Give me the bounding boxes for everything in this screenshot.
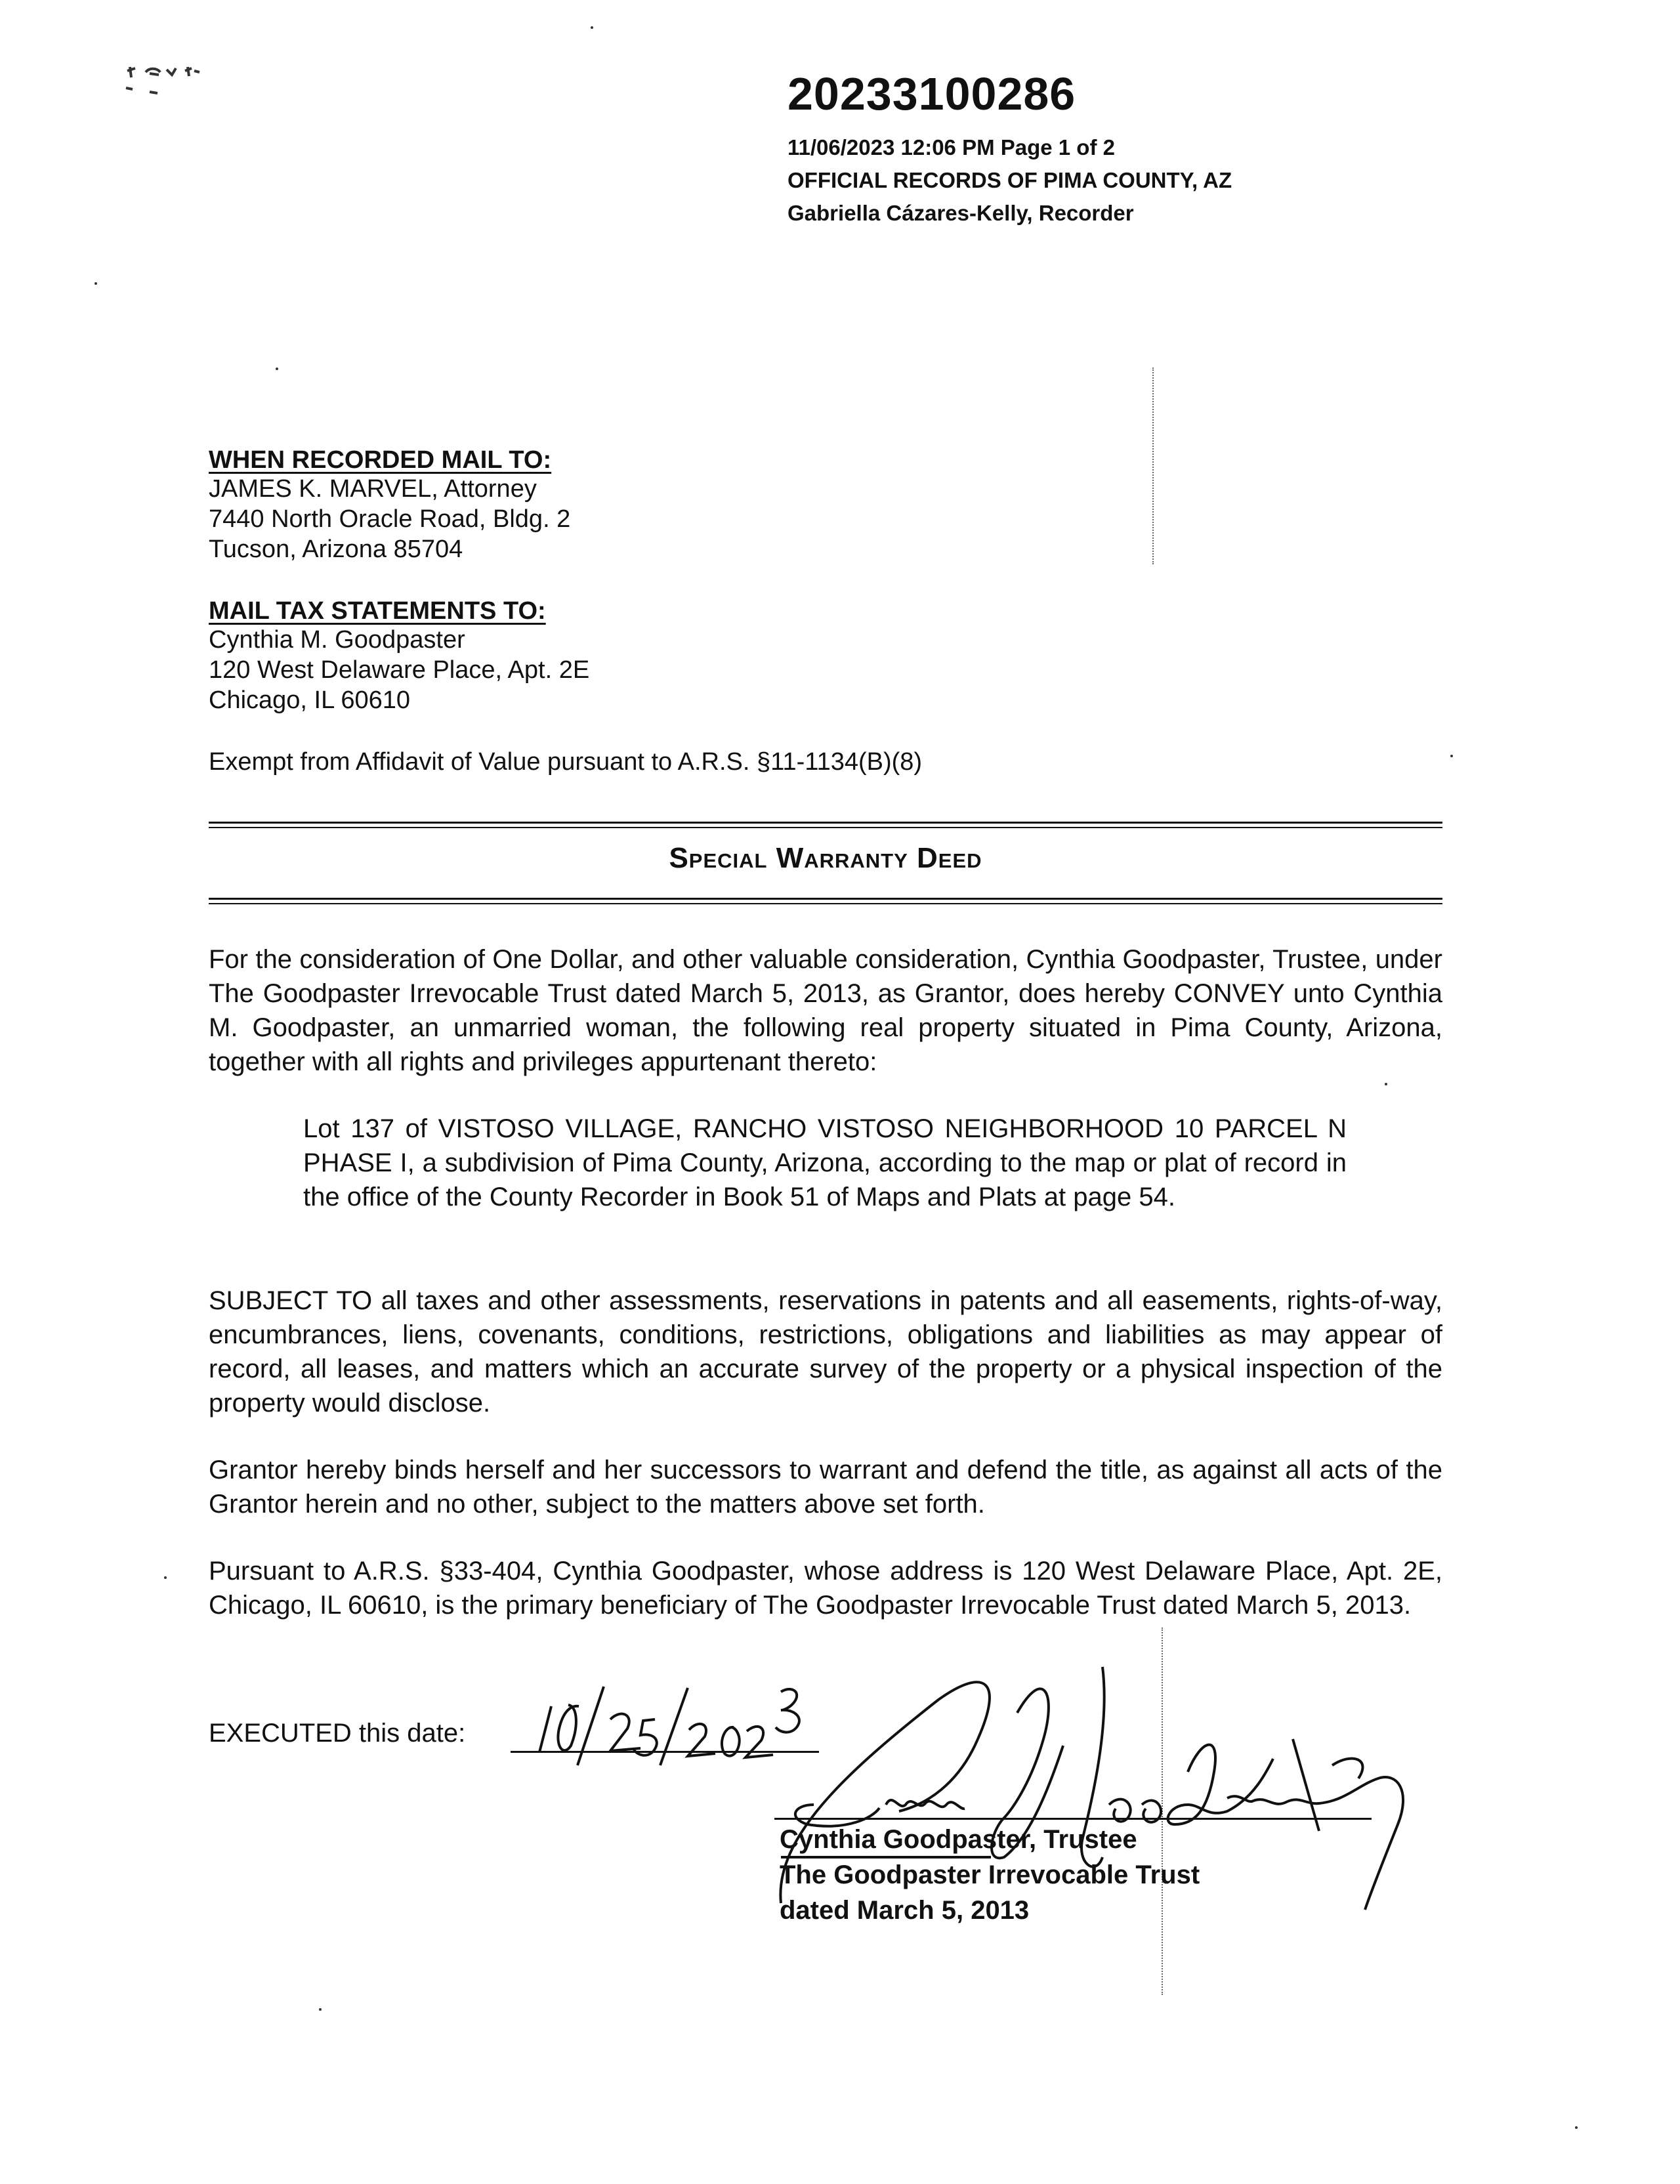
tax-to-address — [209, 625, 589, 715]
address-line: 120 West Delaware Place, Apt. 2E — [209, 656, 590, 684]
document-title: Special Warranty Deed — [669, 842, 982, 874]
legal-description: Lot 137 of VISTOSO VILLAGE, RANCHO VISTOSO NEIGHBORHOOD 10 PARCEL N PHASE I, a subdivision of Pima County, Arizona, according to the map or plat of record in the office of the County Recorder in Book 51 of Maps and Plats at page 54. — [303, 1114, 1347, 1211]
divider — [209, 903, 1442, 904]
signatory-block — [780, 1822, 1200, 1928]
scan-speck — [164, 1576, 167, 1579]
scan-speck — [276, 368, 278, 370]
address-line: JAMES K. MARVEL, Attorney — [209, 475, 537, 503]
scan-speck — [1450, 755, 1453, 757]
recording-timestamp: 11/06/2023 12:06 PM Page 1 of 2 — [788, 135, 1115, 159]
consideration-paragraph: For the consideration of One Dollar, and other valuable consideration, Cynthia Goodpaster, Trustee, under The Goodpaster Irrevocable Trust dated March 5, 2013, as Grantor, does hereby CONVEY unto Cynthia M. Goodpaster, an unmarried woman, the following real property situated in Pima County, Arizona, together with all rights and privileges appurtenant thereto: — [209, 945, 1442, 1076]
mail-to-label: WHEN RECORDED MAIL TO: — [209, 446, 552, 474]
recording-office: OFFICIAL RECORDS OF PIMA COUNTY, AZ — [788, 168, 1232, 192]
recording-number: 20233100286 — [788, 68, 1076, 119]
warranty-paragraph: Grantor hereby binds herself and her successors to warrant and defend the title, as against all acts of the Grantor herein and no other, subject to the matters above set forth. — [209, 1456, 1442, 1519]
address-line: Cynthia M. Goodpaster — [209, 626, 465, 654]
recording-recorder: Gabriella Cázares-Kelly, Recorder — [788, 201, 1134, 225]
subject-to-paragraph: SUBJECT TO all taxes and other assessments, reservations in patents and all easements, rights-of-way, encumbrances, liens, covenants, conditions, restrictions, obligations and liabilities as may appear of record, all leases, and matters which an accurate survey of the property or a physical inspection of the property would disclose. — [209, 1286, 1442, 1418]
exempt-statement: Exempt from Affidavit of Value pursuant to A.R.S. §11-1134(B)(8) — [209, 748, 923, 776]
address-line: Chicago, IL 60610 — [209, 686, 411, 714]
signatory-name: Cynthia Goodpaster, Trustee — [780, 1825, 1137, 1854]
executed-label: EXECUTED this date: — [209, 1719, 466, 1748]
beneficiary-paragraph: Pursuant to A.R.S. §33-404, Cynthia Goodpaster, whose address is 120 West Delaware Place, Apt. 2E, Chicago, IL 60610, is the primary beneficiary of The Goodpaster Irrevocable Trust dated March 5, 2013. — [209, 1557, 1442, 1620]
divider — [209, 822, 1442, 824]
scan-speck — [1385, 1083, 1387, 1085]
scan-speck — [319, 2008, 322, 2011]
divider — [209, 827, 1442, 828]
mail-to-address — [209, 474, 570, 564]
signatory-date: dated March 5, 2013 — [780, 1896, 1030, 1925]
scan-artifact — [123, 63, 228, 102]
scan-speck — [94, 282, 97, 285]
address-line: 7440 North Oracle Road, Bldg. 2 — [209, 505, 571, 533]
scan-speck — [591, 26, 593, 29]
address-line: Tucson, Arizona 85704 — [209, 536, 463, 563]
divider — [209, 898, 1442, 900]
scan-speck — [1575, 2126, 1578, 2129]
tax-to-label: MAIL TAX STATEMENTS TO: — [209, 597, 546, 625]
scan-dotted-line — [1152, 368, 1155, 564]
signatory-trust: The Goodpaster Irrevocable Trust — [780, 1860, 1200, 1889]
